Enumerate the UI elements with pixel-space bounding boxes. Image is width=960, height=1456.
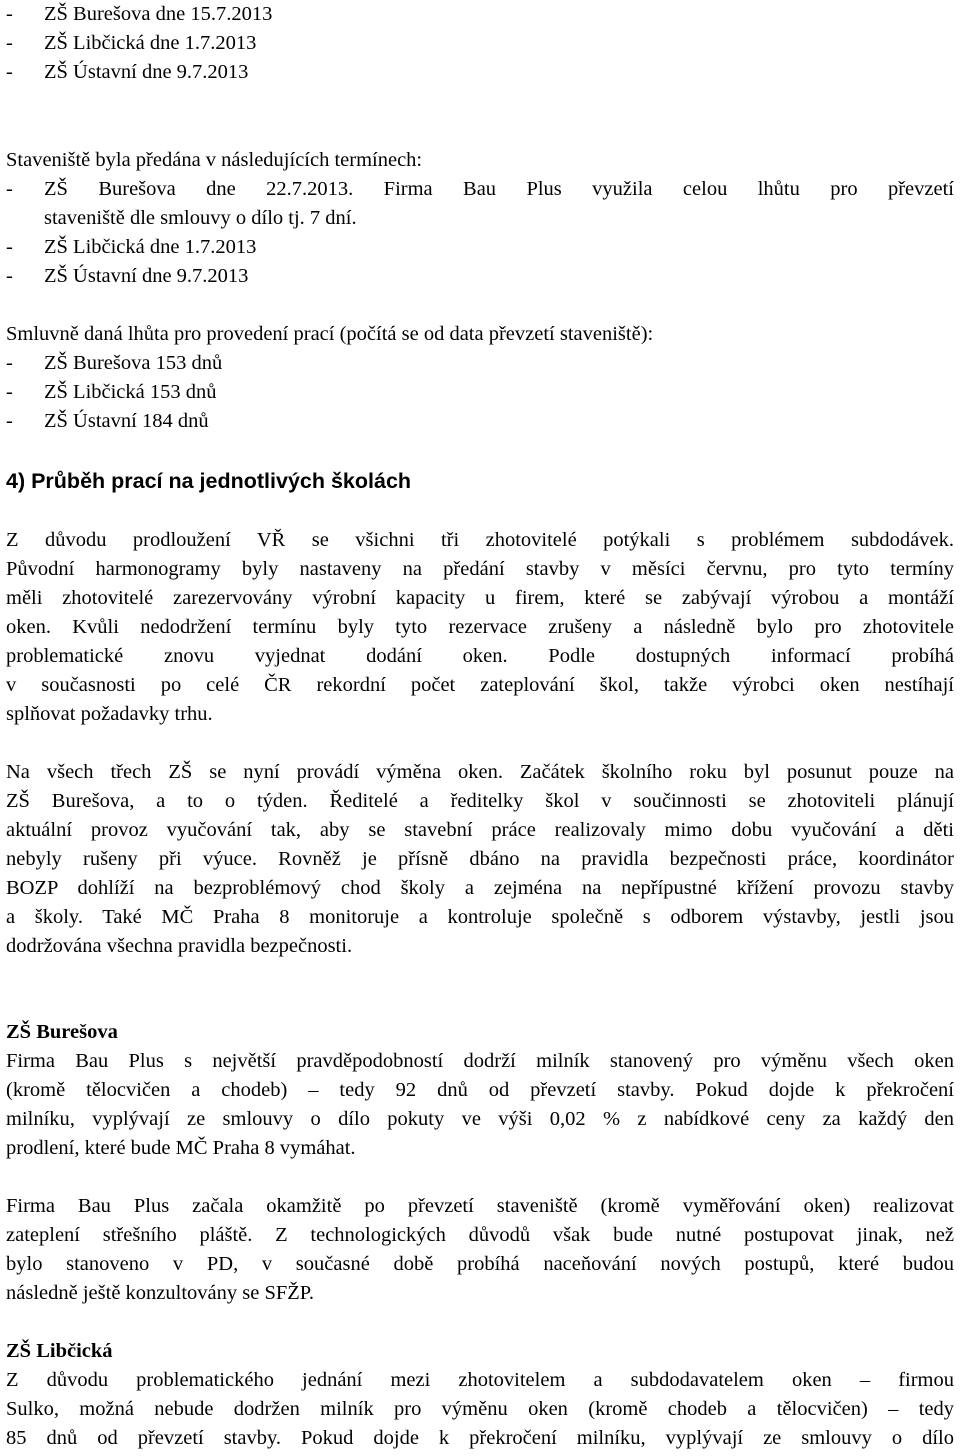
school-heading-buresova: ZŠ Burešova (6, 1021, 118, 1043)
list-item: - ZŠ Libčická dne 1.7.2013 (6, 236, 257, 258)
text-line: ZŠ Burešova, a to o týden. Ředitelé a ředitelky škol v součinnosti se zhotoviteli plánují (6, 790, 954, 812)
text-line: 85 dnů od převzetí stavby. Pokud dojde k překročení milníku, vyplývají ze smlouvy o dílo (6, 1427, 954, 1449)
text-line: Firma Bau Plus začala okamžitě po převzetí staveniště (kromě vyměřování oken) realizovat (6, 1195, 954, 1217)
handover-intro: Staveniště byla předána v následujících termínech: (6, 149, 423, 171)
list-item: - ZŠ Libčická dne 1.7.2013 (6, 32, 257, 54)
text-line: následně ještě konzultovány se SFŽP. (6, 1282, 315, 1304)
paragraph-libcicka-1 (6, 1366, 954, 1453)
text-line: Z důvodu problematického jednání mezi zhotovitelem a subdodavatelem oken – firmou (6, 1369, 954, 1391)
section-heading: 4) Průběh prací na jednotlivých školách (6, 469, 412, 493)
text-line: zateplení střešního pláště. Z technologických důvodů však bude nutné postupovat jinak, než (6, 1224, 954, 1246)
text-line: aktuální provoz vyučování tak, aby se stavební práce realizovaly mimo dobu vyučování a děti (6, 819, 954, 841)
text-line: problematické znovu vyjednat dodání oken. Podle dostupných informací probíhá (6, 645, 954, 667)
text-line: prodlení, které bude MČ Praha 8 vymáhat. (6, 1137, 356, 1159)
text-line: měli zhotovitelé zarezervovány výrobní kapacity u firem, které se zabývají výrobou a montáží (6, 587, 954, 609)
paragraph-windows (6, 758, 954, 961)
list-item: - ZŠ Ústavní dne 9.7.2013 (6, 265, 249, 287)
text-line: oken. Kvůli nedodržení termínu byly tyto rezervace zrušeny a následně bylo pro zhotovitele (6, 616, 954, 638)
text-line: Původní harmonogramy byly nastaveny na předání stavby v měsíci červnu, pro tyto termíny (6, 558, 954, 580)
list-item: - ZŠ Ústavní dne 9.7.2013 (6, 61, 249, 83)
text-line: Firma Bau Plus s největší pravděpodobností dodrží milník stanovený pro výměnu všech oken (6, 1050, 954, 1072)
school-heading-libcicka: ZŠ Libčická (6, 1340, 113, 1362)
text-line: bylo stanoveno v PD, v současné době probíhá naceňování nových postupů, které budou (6, 1253, 954, 1275)
list-item: - ZŠ Burešova dne 22.7.2013. Firma Bau Plus využila celou lhůtu pro převzetí (6, 178, 954, 200)
text-line: splňovat požadavky trhu. (6, 703, 213, 725)
list-item: - ZŠ Burešova 153 dnů (6, 352, 223, 374)
text-line: (kromě tělocvičen a chodeb) – tedy 92 dnů od převzetí stavby. Pokud dojde k překročení (6, 1079, 954, 1101)
text-line: v současnosti po celé ČR rekordní počet zateplování škol, takže výrobci oken nestíhají (6, 674, 954, 696)
list-item-continuation: staveniště dle smlouvy o dílo tj. 7 dní. (44, 207, 357, 229)
paragraph-buresova-2 (6, 1192, 954, 1308)
list-item: - ZŠ Libčická 153 dnů (6, 381, 217, 403)
text-line: Na všech třech ZŠ se nyní provádí výměna oken. Začátek školního roku byl posunut pouze na (6, 761, 954, 783)
text-line: Z důvodu prodloužení VŘ se všichni tři zhotovitelé potýkali s problémem subdodávek. (6, 529, 954, 551)
paragraph-progress (6, 526, 954, 729)
text-line: dodržována všechna pravidla bezpečnosti. (6, 935, 353, 957)
paragraph-buresova-1 (6, 1047, 954, 1163)
text-line: milníku, vyplývají ze smlouvy o dílo pokuty ve výši 0,02 % z nabídkové ceny za každý den (6, 1108, 954, 1130)
list-item: - ZŠ Ústavní 184 dnů (6, 410, 209, 432)
text-line: BOZP dohlíží na bezproblémový chod školy a zejména na nepřípustné křížení provozu stavby (6, 877, 954, 899)
text-line: Sulko, možná nebude dodržen milník pro výměnu oken (kromě chodeb a tělocvičen) – tedy (6, 1398, 954, 1420)
deadline-intro: Smluvně daná lhůta pro provedení prací (počítá se od data převzetí staveniště): (6, 323, 654, 345)
list-item: - ZŠ Burešova dne 15.7.2013 (6, 3, 273, 25)
text-line: a školy. Také MČ Praha 8 monitoruje a kontroluje společně s odborem výstavby, jestli jsou (6, 906, 954, 928)
text-line: nebyly rušeny při výuce. Rovněž je přísně dbáno na pravidla bezpečnosti práce, koordinátor (6, 848, 954, 870)
